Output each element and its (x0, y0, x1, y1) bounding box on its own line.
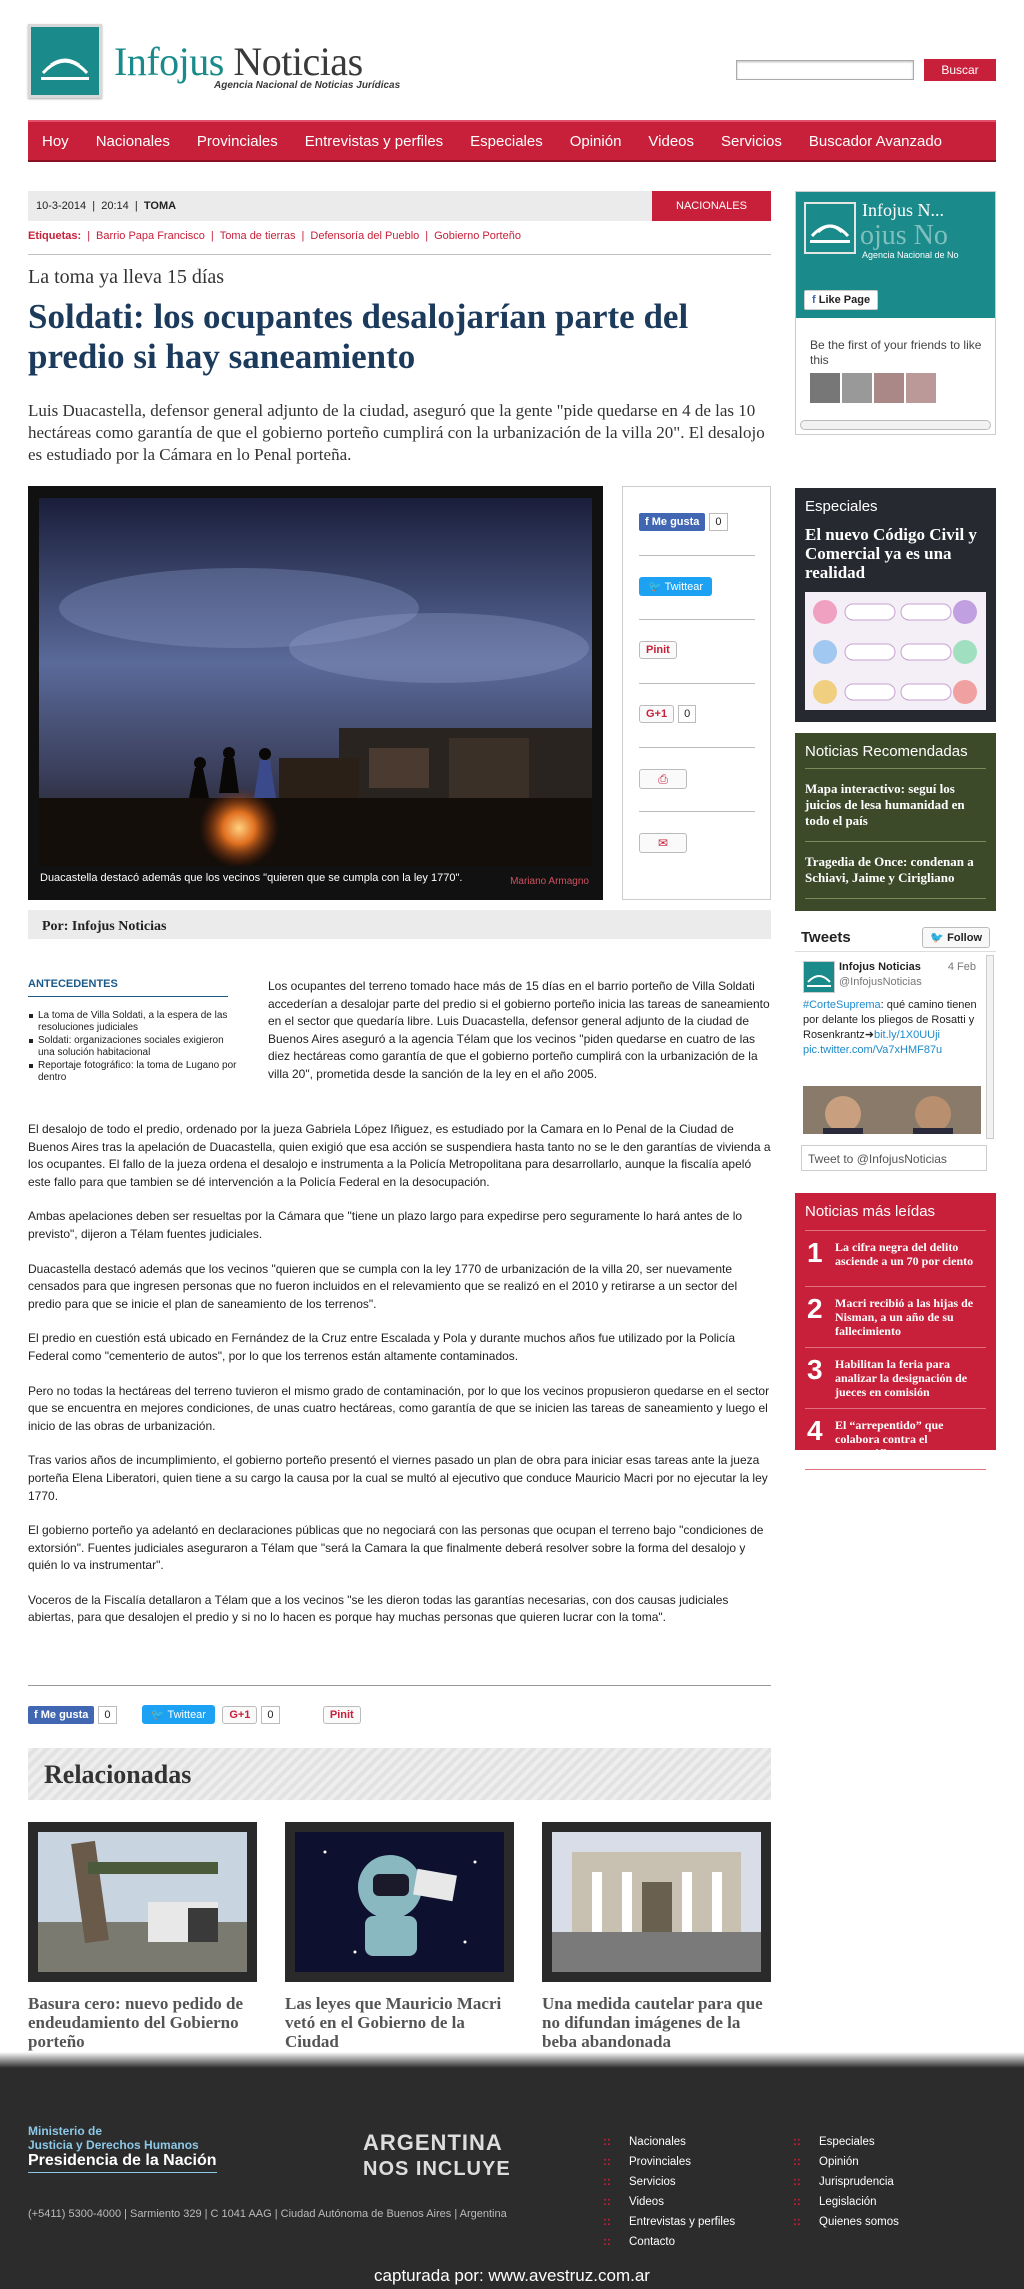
most-read-item[interactable] (805, 1231, 986, 1287)
tweet-label: Twittear (664, 581, 704, 593)
related-article-image (28, 1822, 257, 1982)
search-input[interactable] (736, 60, 914, 80)
avatar[interactable] (810, 373, 840, 403)
article-meta: 10-3-2014 | 20:14 | TOMA (36, 200, 177, 212)
like-page-button[interactable] (804, 290, 878, 310)
print-icon[interactable]: ⎙ (639, 769, 687, 789)
especiales-label: Especiales (805, 498, 878, 515)
footer-fade (0, 2052, 1024, 2068)
facebook-like-label: Me gusta (651, 516, 700, 528)
nav-item-videos[interactable]: Videos (648, 132, 695, 150)
most-read-title: Macri recibió a las hijas de Nisman, a un año de su fallecimiento (835, 1296, 974, 1338)
article-date: 10-3-2014 (36, 200, 87, 212)
article-headline: Soldati: los ocupantes desalojarían parte del predio si hay saneamiento (28, 297, 689, 376)
tweet-link[interactable]: bit.ly/1X0UUji (873, 1029, 940, 1041)
mas-leidas-box (795, 1193, 996, 1521)
like-count: 0 (709, 513, 727, 531)
recommended-link[interactable]: Tragedia de Once: condenan a Schiavi, Jaime y Cirigliano (805, 842, 986, 899)
tweet-link[interactable]: pic.twitter.com/Va7xHMF87u (803, 1044, 943, 1056)
article-paragraph: El gobierno porteño ya adelantó en declaraciones públicas que no negociará con las personas que ocupan el terreno bajo "condiciones de extorsión". Fuentes judiciales aseguraron a Télam que "será la Camara la que finalmente deberá resolver sobre la forma del desalojo y quién lo va instrumentar". (28, 1523, 764, 1573)
nav-item-buscador[interactable]: Buscador Avanzado (808, 132, 943, 150)
vertical-scrollbar[interactable] (986, 955, 994, 1139)
footer-address: (+5411) 5300-4000 | Sarmiento 329 | C 1041 AAG | Ciudad Autónoma de Buenos Aires | Argentina (28, 2208, 507, 2220)
tag-link[interactable]: Toma de tierras (219, 230, 296, 242)
facebook-page-name-big: ojus No (860, 220, 948, 251)
logo-icon[interactable] (28, 24, 102, 98)
email-icon[interactable]: ✉ (639, 833, 687, 853)
twitter-widget (795, 923, 996, 1180)
facebook-icon: f (34, 1708, 38, 1721)
nav-item-opinion[interactable]: Opinión (569, 132, 622, 150)
footer-link[interactable]: :: Videos (603, 2192, 735, 2212)
facebook-page-subtitle: Agencia Nacional de No (862, 250, 959, 260)
nav-item-servicios[interactable]: Servicios (721, 132, 782, 150)
avatar[interactable] (906, 373, 936, 403)
tweet-body: : qué camino tienen por delante los pliegos de Rosatti y Rosenkrantz➜ (803, 999, 977, 1041)
footer-link[interactable]: :: Jurisprudencia (793, 2172, 899, 2192)
tweet-image[interactable] (803, 1086, 981, 1134)
follow-label: Follow (947, 932, 982, 944)
article-paragraph: Los ocupantes del terreno tomado hace más de 15 días en el barrio porteño de Villa Soldati accederían a desalojar parte del predio si el gobierno porteño inicia las tareas de saneamiento en el sector que quedaría libre. Luis Duacastella, defensor general adjunto de la ciudad de Buenos Aires aseguró a la agencia Télam que los vecinos "piden quedarse en cuatro de las diez hectáreas como garantía de que el gobierno porteño cumplirá con la urbanización de la villa 20", prometida desde la sanción de la ley en el año 2005. (268, 979, 770, 1081)
share-column (622, 486, 771, 900)
facebook-page-widget (795, 191, 996, 435)
tweet-label: Twittear (167, 1709, 206, 1721)
recomendadas-box (795, 733, 996, 911)
avatar[interactable] (803, 961, 835, 993)
related-article-card[interactable] (28, 1822, 257, 2051)
related-article-title: Las leyes que Mauricio Macri vetó en el Gobierno de la Ciudad (285, 1994, 502, 2051)
footer-links-col-1 (603, 2132, 735, 2252)
nav-item-hoy[interactable]: Hoy (42, 132, 69, 150)
facebook-icon: f (645, 516, 649, 528)
tweet-text (803, 998, 981, 1058)
article-time: 20:14 (101, 200, 129, 212)
most-read-item[interactable] (805, 1409, 986, 1470)
mas-leidas-label: Noticias más leídas (805, 1203, 986, 1231)
related-article-image (542, 1822, 771, 1982)
ministry-line-2: Justicia y Derechos Humanos (28, 2138, 199, 2152)
like-count: 0 (98, 1706, 116, 1724)
tag-link[interactable]: Gobierno Porteño (434, 230, 521, 242)
tweet-user[interactable]: Infojus Noticias (839, 961, 921, 973)
related-article-title: Una medida cautelar para que no difundan imágenes de la beba abandonada (542, 1994, 763, 2051)
footer-link[interactable]: :: Provinciales (603, 2152, 735, 2172)
article-paragraph: Pero no todas la hectáreas del terreno tuvieron el mismo grado de contaminación, por lo que los vecinos propusieron quedarse en el sector que se encuentra en mejores condiciones, de unas cuatro hectáreas, como garantía de que se inicien las tareas de saneamiento y luego el inicio de las obras de urbanización. (28, 1383, 770, 1433)
most-read-title: Habilitan la feria para analizar la designación de jueces en comisión (835, 1357, 968, 1399)
logo-part-1: Infojus (114, 39, 224, 84)
section-badge[interactable]: NACIONALES (652, 191, 771, 221)
facebook-faces (810, 373, 985, 403)
ministry-logo[interactable] (28, 2124, 199, 2152)
article-paragraph: El desalojo de todo el predio, ordenado por la jueza Gabriela López Iñiguez, es estudiado por la Camara en lo Penal de la Ciudad de Buenos Aires tras la apelación de Duacastella, quien exigió que esa acción se suspendiera hasta tanto no se le den garantías de vivienda a los ocupantes. El fallo de la jueza ordena el desalojo e instrumenta a la Policía Metropolitana para desarrollarlo, aunque la fiscalía apeló este fallo para que tambien se dé intervención a la Policía Federal en la desocupación. (28, 1122, 771, 1189)
article-photo (28, 486, 603, 900)
argentina-logo-line-1: ARGENTINA (363, 2130, 503, 2155)
most-read-item[interactable] (805, 1287, 986, 1348)
tweet-date[interactable]: 4 Feb (947, 961, 976, 973)
divider (28, 254, 771, 255)
tag-link[interactable]: Barrio Papa Francisco (96, 230, 205, 242)
article-kicker: La toma ya lleva 15 días (28, 266, 225, 288)
article-paragraph: El predio en cuestión está ubicado en Fernández de la Cruz entre Escalada y Pola y durante muchos años fue utilizado por la Policía Federal como "cementerio de autos", por lo que los terrenos están altamente contaminados. (28, 1331, 736, 1363)
twitter-icon: 🐦 (930, 932, 945, 944)
most-read-number: 5 (807, 1476, 823, 1507)
especiales-image (805, 592, 986, 710)
capture-credit: capturada por: www.avestruz.com.ar (374, 2266, 650, 2285)
especiales-title: El nuevo Código Civil y Comercial ya es una realidad (805, 525, 977, 582)
most-read-title: El “arrepentido” que colabora contra el narcotráfico (835, 1418, 944, 1460)
tags-row: Etiquetas: | Barrio Papa Francisco | Toma de tierras | Defensoría del Pueblo | Gobierno Porteño (28, 230, 521, 242)
article-byline: Por: Infojus Noticias (28, 910, 771, 939)
relacionadas-title: Relacionadas (44, 1760, 192, 1789)
article-paragraph: Voceros de la Fiscalía detallaron a Télam que a los vecinos "se les dieron todas las garantías necesarias, con dos causas judiciales abiertas, para que desalojen el predio y si no lo hacen es porque hay muchas personas que quieren lucrar con la toma". (28, 1592, 729, 1625)
gplus-button[interactable]: G+1 (639, 705, 674, 723)
ministry-line-1: Ministerio de (28, 2124, 103, 2138)
site-footer (0, 2068, 1024, 2289)
footer-link[interactable]: :: Nacionales (603, 2132, 735, 2152)
relacionadas-header (28, 1748, 771, 1800)
horizontal-scrollbar[interactable] (800, 420, 991, 430)
footer-link[interactable]: :: Opinión (793, 2152, 899, 2172)
most-read-number: 2 (807, 1293, 823, 1324)
facebook-like-button[interactable] (28, 1706, 94, 1724)
tweets-title: Tweets (801, 929, 851, 946)
recomendadas-label: Noticias Recomendadas (805, 743, 986, 769)
avatar[interactable] (842, 373, 872, 403)
related-article-card[interactable] (285, 1822, 514, 2051)
article-body (28, 1121, 771, 1644)
logo-wordmark[interactable] (114, 38, 363, 85)
nav-item-nacionales[interactable]: Nacionales (95, 132, 170, 150)
footer-link[interactable]: :: Legislación (793, 2192, 899, 2212)
site-header (28, 24, 996, 104)
logo-part-2: Noticias (233, 39, 363, 84)
footer-link[interactable]: :: Quienes somos (793, 2212, 899, 2232)
article-paragraph: Tras varios años de incumplimiento, el gobierno porteño presentó el viernes pasado un plan de obra para iniciar esas tareas ante la jueza porteña Elena Liberatori, quien tiene a su cargo la causa por la cual se multó al ejecutivo que conduce Mauricio Macri por no ejecutar la ley 1770. (28, 1453, 768, 1503)
most-read-number: 3 (807, 1354, 823, 1385)
related-article-title: Basura cero: nuevo pedido de endeudamiento del Gobierno porteño (28, 1994, 244, 2051)
facebook-page-name[interactable]: Infojus N... (862, 200, 944, 220)
photo-caption: Duacastella destacó además que los vecinos "quieren que se cumpla con la ley 1770". (40, 872, 463, 884)
pinit-button[interactable]: Pinit (323, 1706, 361, 1724)
facebook-friends-text: Be the first of your friends to like this (810, 338, 982, 367)
tag-link[interactable]: Defensoría del Pueblo (310, 230, 420, 242)
facebook-cover (796, 192, 995, 318)
recommended-link[interactable]: Mapa interactivo: seguí los juicios de lesa humanidad en todo el país (805, 769, 986, 842)
tweet-handle[interactable]: @InfojusNoticias (839, 976, 922, 988)
facebook-icon: f (812, 294, 816, 306)
footer-link[interactable]: :: Servicios (603, 2172, 735, 2192)
gplus-count: 0 (261, 1706, 279, 1724)
tweet-hashtag[interactable]: #CorteSuprema (803, 999, 881, 1011)
facebook-like-label: Me gusta (40, 1708, 89, 1721)
tags-label: Etiquetas: (28, 230, 82, 242)
photo-credit: Mariano Armagno (510, 876, 589, 887)
bottom-share-bar (28, 1705, 428, 1727)
night-scene-image (39, 498, 592, 866)
twitter-icon: 🐦 (150, 1709, 165, 1721)
gplus-count: 0 (678, 705, 696, 723)
footer-links-col-2 (793, 2132, 899, 2232)
article-lead: Luis Duacastella, defensor general adjunto de la ciudad, aseguró que la gente "pide quedarse en 4 de las 10 hectáreas como garantía de que el gobierno porteño cumplirá con la urbanización de la villa 20". El desalojo es estudiado por la Cámara en lo Penal porteña. (28, 401, 765, 464)
divider (28, 996, 228, 997)
twitter-icon: 🐦 (648, 581, 662, 593)
antecedente-link[interactable]: Soldati: organizaciones sociales exigieron una solución habitacional (28, 1035, 238, 1059)
article-topic: TOMA (143, 200, 177, 212)
antecedentes-list (28, 1010, 238, 1085)
most-read-number: 4 (807, 1415, 823, 1446)
especiales-box[interactable] (795, 488, 996, 722)
nav-item-entrevistas[interactable]: Entrevistas y perfiles (304, 132, 444, 150)
page-logo-icon (804, 202, 856, 254)
gplus-button[interactable]: G+1 (222, 1706, 257, 1724)
search-button[interactable]: Buscar (924, 59, 996, 81)
argentina-logo-line-2: NOS INCLUYE (363, 2158, 511, 2180)
most-read-item[interactable] (805, 1348, 986, 1409)
divider (28, 1685, 771, 1686)
presidencia-label: Presidencia de la Nación (28, 2152, 217, 2173)
facebook-like-button[interactable] (639, 513, 705, 531)
footer-link[interactable]: :: Entrevistas y perfiles (603, 2212, 735, 2232)
tweet-button[interactable] (639, 577, 712, 596)
antecedentes-title: ANTECEDENTES (28, 978, 118, 990)
related-article-card[interactable] (542, 1822, 771, 2051)
pinit-button[interactable]: Pinit (639, 641, 677, 659)
article-paragraph: Duacastella destacó además que los vecinos "quieren que se cumpla con la ley 1770 de urbanización de la villa 20, ser nuevamente censados para que ingresen personas que no fueron incluidos en el relevamiento que se realizó en el 2010 y retirarse a un sector del predio para que se inicie el plan de saneamiento de los terrenos". (28, 1261, 738, 1311)
most-read-item[interactable] (805, 1470, 986, 1530)
most-read-number: 1 (807, 1237, 823, 1268)
nav-item-provinciales[interactable]: Provinciales (196, 132, 278, 150)
tweet-button[interactable] (142, 1705, 215, 1724)
nav-item-especiales[interactable]: Especiales (470, 132, 543, 150)
related-article-image (285, 1822, 514, 1982)
main-nav (28, 120, 996, 162)
follow-button[interactable] (922, 927, 990, 948)
logo-subtitle: Agencia Nacional de Noticias Jurídicas (214, 80, 401, 91)
antecedente-link[interactable]: Reportaje fotográfico: la toma de Lugano por dentro (28, 1060, 238, 1084)
antecedente-link[interactable]: La toma de Villa Soldati, a la espera de las resoluciones judiciales (28, 1010, 238, 1034)
tweet-to-input[interactable]: Tweet to @InfojusNoticias (801, 1145, 987, 1171)
like-page-label: Like Page (818, 294, 871, 306)
most-read-title: “Vamos a dar todo el apoyo para que se esclarezcan las causas AMIA y Nisman” (835, 1479, 977, 1521)
avatar[interactable] (874, 373, 904, 403)
most-read-title: La cifra negra del delito asciende a un 70 por ciento (835, 1240, 974, 1268)
footer-link[interactable]: :: Contacto (603, 2232, 735, 2252)
footer-link[interactable]: :: Especiales (793, 2132, 899, 2152)
article-paragraph: Ambas apelaciones deben ser resueltas por la Cámara que "tiene un plazo largo para expedirse pero seguramente lo hará antes de lo previsto", dijeron a Télam fuentes judiciales. (28, 1209, 743, 1241)
